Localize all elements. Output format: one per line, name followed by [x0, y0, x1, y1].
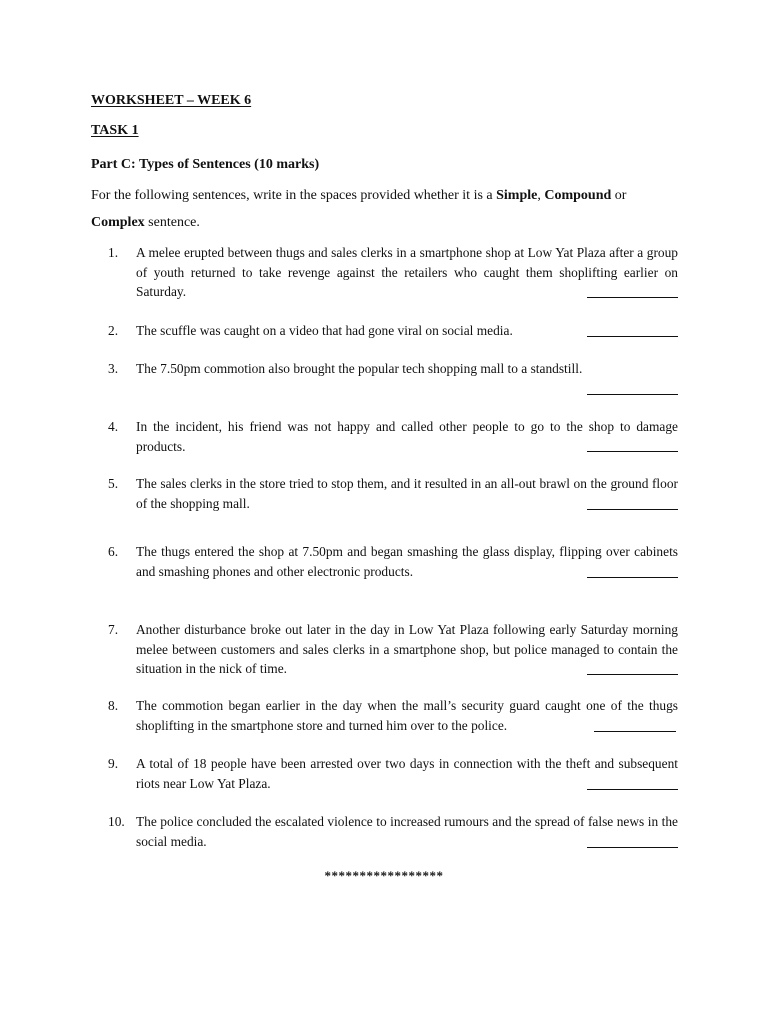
question-text: The police concluded the escalated violence to increased rumours and the spread of false news in the social media.	[136, 814, 678, 849]
answer-blank[interactable]	[587, 789, 678, 790]
question-number: 10.	[108, 814, 125, 829]
question-number: 9.	[108, 756, 119, 771]
answer-blank[interactable]	[594, 731, 676, 732]
answer-blank[interactable]	[587, 509, 678, 510]
task-title: TASK 1	[91, 123, 139, 138]
instructions	[91, 182, 681, 236]
question-item	[108, 243, 680, 302]
question-number: 4.	[108, 419, 119, 434]
instructions-after: sentence.	[144, 215, 200, 230]
end-divider: *****************	[324, 868, 444, 883]
answer-blank[interactable]	[587, 394, 678, 395]
question-text: In the incident, his friend was not happy and called other people to go to the shop to damage products.	[136, 419, 678, 454]
instructions-comma: ,	[537, 188, 545, 203]
question-item	[108, 321, 680, 341]
instructions-before: For the following sentences, write in the spaces provided whether it is a	[91, 188, 497, 203]
question-text: The 7.50pm commotion also brought the popular tech shopping mall to a standstill.	[136, 361, 583, 376]
question-item	[108, 812, 680, 851]
answer-blank[interactable]	[587, 451, 678, 452]
question-item	[108, 359, 680, 379]
answer-blank[interactable]	[587, 297, 678, 298]
answer-blank[interactable]	[587, 847, 678, 848]
instructions-simple: Simple	[496, 188, 538, 203]
question-text: Another disturbance broke out later in the day in Low Yat Plaza following early Saturday morning melee between customers and sales clerks in a smartphone shop, but police managed to contain the situation in the nick of time.	[136, 622, 678, 676]
question-number: 8.	[108, 698, 119, 713]
question-number: 3.	[108, 361, 119, 376]
question-item	[108, 696, 680, 735]
question-item	[108, 620, 680, 679]
question-number: 7.	[108, 622, 119, 637]
answer-blank[interactable]	[587, 577, 678, 578]
question-text: A melee erupted between thugs and sales clerks in a smartphone shop at Low Yat Plaza after a group of youth returned to take revenge against the retailers who caught them shoplifting earlier on Saturday.	[136, 245, 678, 299]
question-number: 5.	[108, 476, 119, 491]
question-text: The thugs entered the shop at 7.50pm and began smashing the glass display, flipping over cabinets and smashing phones and other electronic products.	[136, 544, 678, 579]
instructions-compound: Compound	[544, 188, 612, 203]
question-number: 1.	[108, 245, 119, 260]
question-text: The commotion began earlier in the day when the mall’s security guard caught one of the thugs shoplifting in the smartphone store and turned him over to the police.	[136, 698, 678, 733]
question-text: A total of 18 people have been arrested over two days in connection with the theft and subsequent riots near Low Yat Plaza.	[136, 756, 678, 791]
question-item	[108, 542, 680, 581]
question-text: The scuffle was caught on a video that had gone viral on social media.	[136, 323, 513, 338]
question-text: The sales clerks in the store tried to stop them, and it resulted in an all-out brawl on the ground floor of the shopping mall.	[136, 476, 678, 511]
question-number: 2.	[108, 323, 119, 338]
question-item	[108, 474, 680, 513]
answer-blank[interactable]	[587, 336, 678, 337]
question-number: 6.	[108, 544, 119, 559]
answer-blank[interactable]	[587, 674, 678, 675]
part-title: Part C: Types of Sentences (10 marks)	[91, 157, 320, 172]
instructions-complex: Complex	[91, 215, 145, 230]
instructions-or: or	[611, 188, 627, 203]
question-item	[108, 754, 680, 793]
worksheet-title: WORKSHEET – WEEK 6	[91, 93, 252, 108]
